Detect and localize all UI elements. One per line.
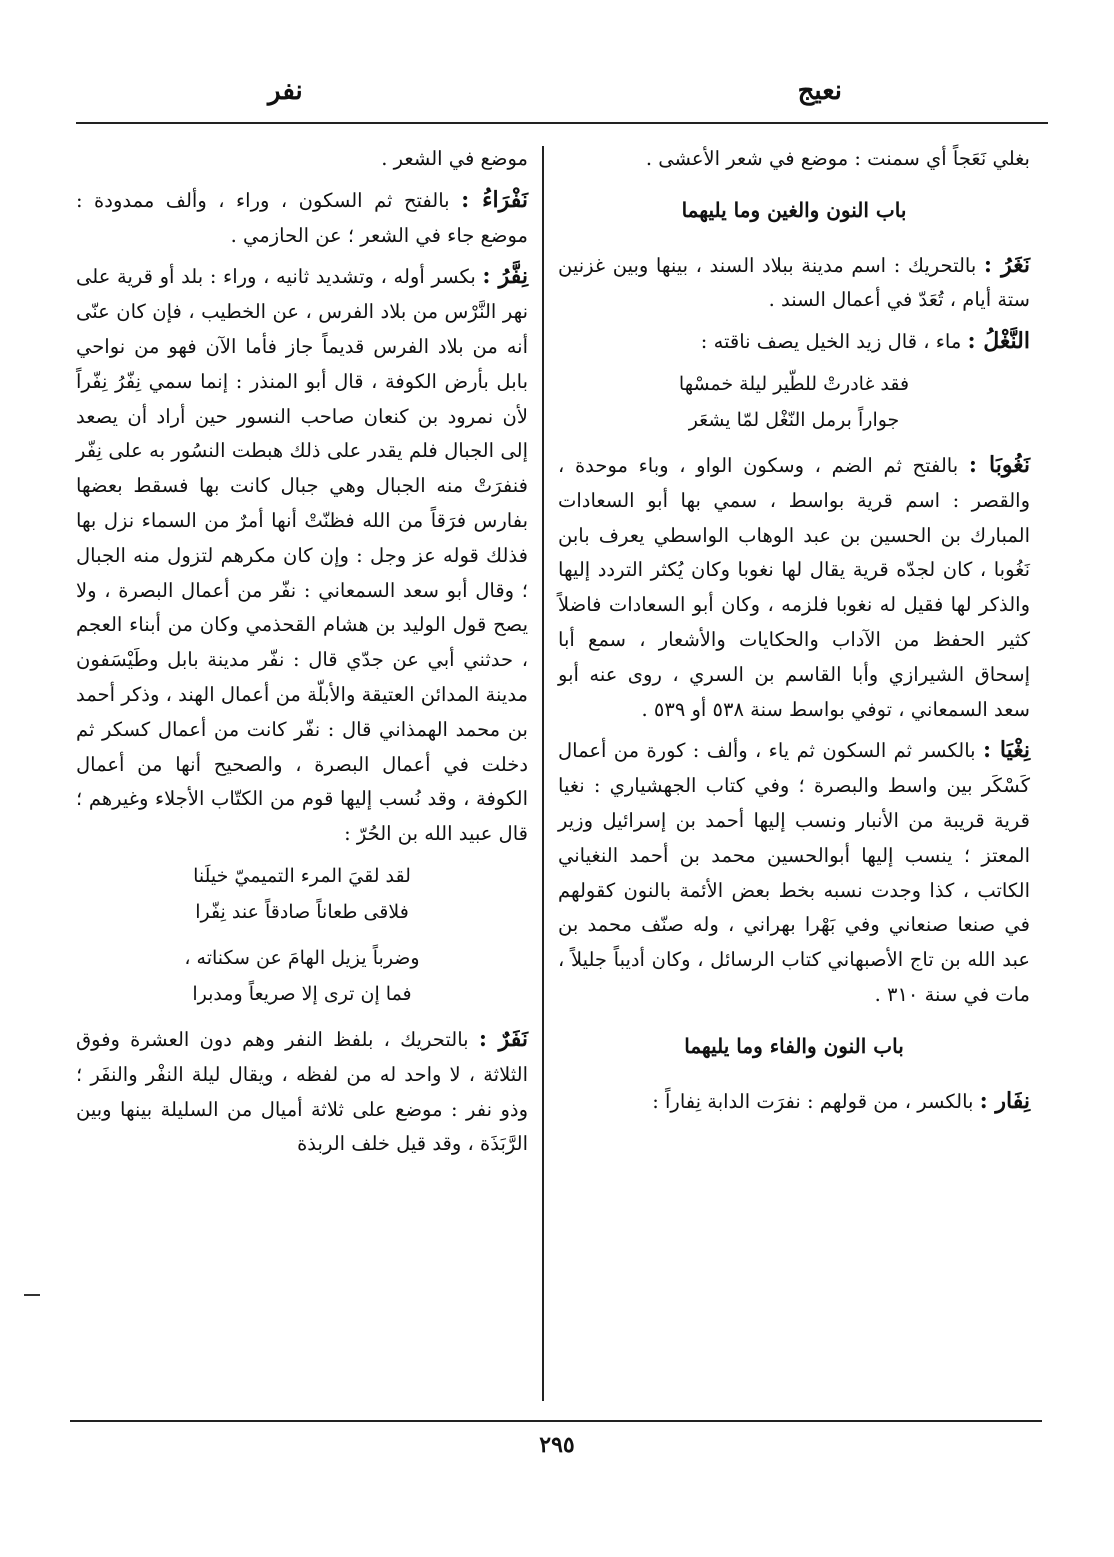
entry-naghl <box>558 324 1030 360</box>
headword: النَّغْلُ : <box>967 328 1030 355</box>
entry-niffar <box>76 259 528 852</box>
headword: نَفْرَاءُ : <box>461 186 528 213</box>
running-head-left: نفر <box>268 76 303 106</box>
entry-nafra <box>76 183 528 254</box>
entry-naghuba <box>558 448 1030 727</box>
right-column <box>558 142 1030 1125</box>
bottom-rule <box>70 1420 1042 1422</box>
headword: نَغَرُ : <box>983 251 1030 278</box>
headword: نَفَرٌ : <box>478 1025 529 1052</box>
verse-line: فما إن ترى إلا صريعاً ومدبرا <box>192 982 412 1005</box>
column-divider <box>542 146 544 1401</box>
verse <box>558 366 1030 438</box>
verse <box>76 858 528 930</box>
headword: نِفَار : <box>979 1087 1030 1114</box>
verse-line: جواراً برمل النّغْل لمّا يشعَر <box>688 408 900 431</box>
left-column <box>76 142 528 1168</box>
entry-text: بكسر أوله ، وتشديد ثانيه ، وراء : بلد أو قرية على نهر النَّرْس من بلاد الفرس ، عن الخطيب ، فإن كان عنّى أنه من بلاد الفرس قديماً جاز فأما الآن فهو من نواحي بابل بأرض الكوفة ، قال أبو المنذر : إنما سمي نِفّرُ نِفّراً لأن نمرود بن كنعان صاحب النسور حين أراد أن يصعد إلى الجبال فلم يقدر على ذلك هبطت النسُور به على نِفّر فنفرَتْ منه الجبال وهي جبال كانت بها فسقط بعضها بفارس فرَقاً من الله فظنّتْ أنها أمرٌ من السماء نزل بها فذلك قوله عز وجل : وإن كان مكرهم لتزول منه الجبال ؛ وقال أبو سعد السمعاني : نفّر من أعمال البصرة ، ولا يصح قول الوليد بن هشام القحذمي وكان من أبناء العجم ، حدثني أبي عن جدّي قال : نفّر مدينة بابل وطَيْسَفون مدينة المدائن العتيقة والأبلّة من أعمال الهند ، وذكر أحمد بن محمد الهمذاني قال : نفّر كانت من أعمال كسكر ثم دخلت في أعمال البصرة ، والصحيح أنها من أعمال الكوفة ، وقد نُسب إليها قوم من الكتّاب الأجلاء وغيرهم ؛ قال عبيد الله بن الحُرّ : <box>76 265 528 846</box>
section-title: باب النون والغين وما يليهما <box>681 197 907 222</box>
verse-line: وضرباً يزيل الهامَ عن سكناته ، <box>184 946 420 969</box>
verse-line: فلاقى طعاناً صادقاً عند نِفّرا <box>195 900 409 923</box>
headword: نِغْيَا : <box>982 737 1031 764</box>
headword: نِفَّرُ : <box>482 263 529 290</box>
verse-line: لقد لقيَ المرء التميميّ خيلَنا <box>193 864 411 887</box>
verse-line: فقد غادرتْ للطّير ليلة خمسْها <box>678 372 910 395</box>
entry-text: ماء ، قال زيد الخيل يصف ناقته : <box>700 330 962 354</box>
entry-text: بالتحريك : اسم مدينة ببلاد السند ، بينها وبين غزنين ستة أيام ، تُعَدّ في أعمال السند . <box>558 253 1030 312</box>
entry-nafar <box>76 1022 528 1162</box>
top-rule <box>76 122 1048 124</box>
entry-text: بالكسر ثم السكون ثم ياء ، وألف : كورة من أعمال كَسْكَر بين واسط والبصرة ؛ وفي كتاب الجهشياري : نغيا قرية قريبة من الأنبار ونسب إليها أحمد بن إسرائيل وزير المعتز ؛ ينسب إليها أبوالحسين محمد بن أحمد النغياني الكاتب ، كذا وجدت نسبه بخط بعض الأئمة بالنون كقولهم في صنعا صنعاني وفي بَهْرا بهراني ، وله صنّف محمد بن عبد الله بن تاج الأصبهاني كتاب الرسائل ، وكان أديباً جليلاً ، مات في سنة ٣١٠ . <box>558 739 1030 1006</box>
page-number: ٢٩٥ <box>539 1432 575 1458</box>
verse <box>76 940 528 1012</box>
entry-text: بالفتح ثم الضم ، وسكون الواو ، وباء موحدة ، والقصر : اسم قرية بواسط ، سمي بها أبو السعادات المبارك بن الحسين بن عبد الوهاب الواسطي يعرف بابن نَغُوبا ، كان لجدّه قرية يقال لها نغوبا وكان يُكثر التردد إليها والذكر لها فقيل له نغوبا فلزمه ، وكان أبو السعادات فاضلاً كثير الحفظ من الآداب والحكايات والأشعار ، سمع أبا إسحاق الشيرازي وأبا القاسم بن السري ، روى عنه أبو سعد السمعاني ، توفي بواسط سنة ٥٣٨ أو ٥٣٩ . <box>558 453 1030 721</box>
running-head-right: نعيج <box>797 76 842 106</box>
margin-mark <box>24 1294 40 1296</box>
entry-text: بالفتح ثم السكون ، وراء ، وألف ممدودة : موضع جاء في الشعر ؛ عن الحازمي . <box>76 188 528 247</box>
continued-text: موضع في الشعر . <box>381 147 528 170</box>
continued-text: بغلي نَعَجاً أي سمنت : موضع في شعر الأعشى . <box>645 147 1030 170</box>
entry-text: بالكسر ، من قولهم : نفرَت الدابة نِفاراً : <box>652 1089 974 1113</box>
entry-naghar <box>558 248 1030 319</box>
entry-text: بالتحريك ، بلفظ النفر وهم دون العشرة وفوق الثلاثة ، لا واحد له من لفظه ، ويقال ليلة النفْر والنفَر ؛ وذو نفر : موضع على ثلاثة أميال من السليلة بينها وبين الرَّبَذَة ، وقد قيل خلف الربذة <box>76 1027 528 1156</box>
headword: نَغُوبَا : <box>968 451 1030 478</box>
entry-nighya <box>558 733 1030 1012</box>
entry-nifar <box>558 1084 1030 1120</box>
section-title: باب النون والفاء وما يليهما <box>684 1033 904 1058</box>
